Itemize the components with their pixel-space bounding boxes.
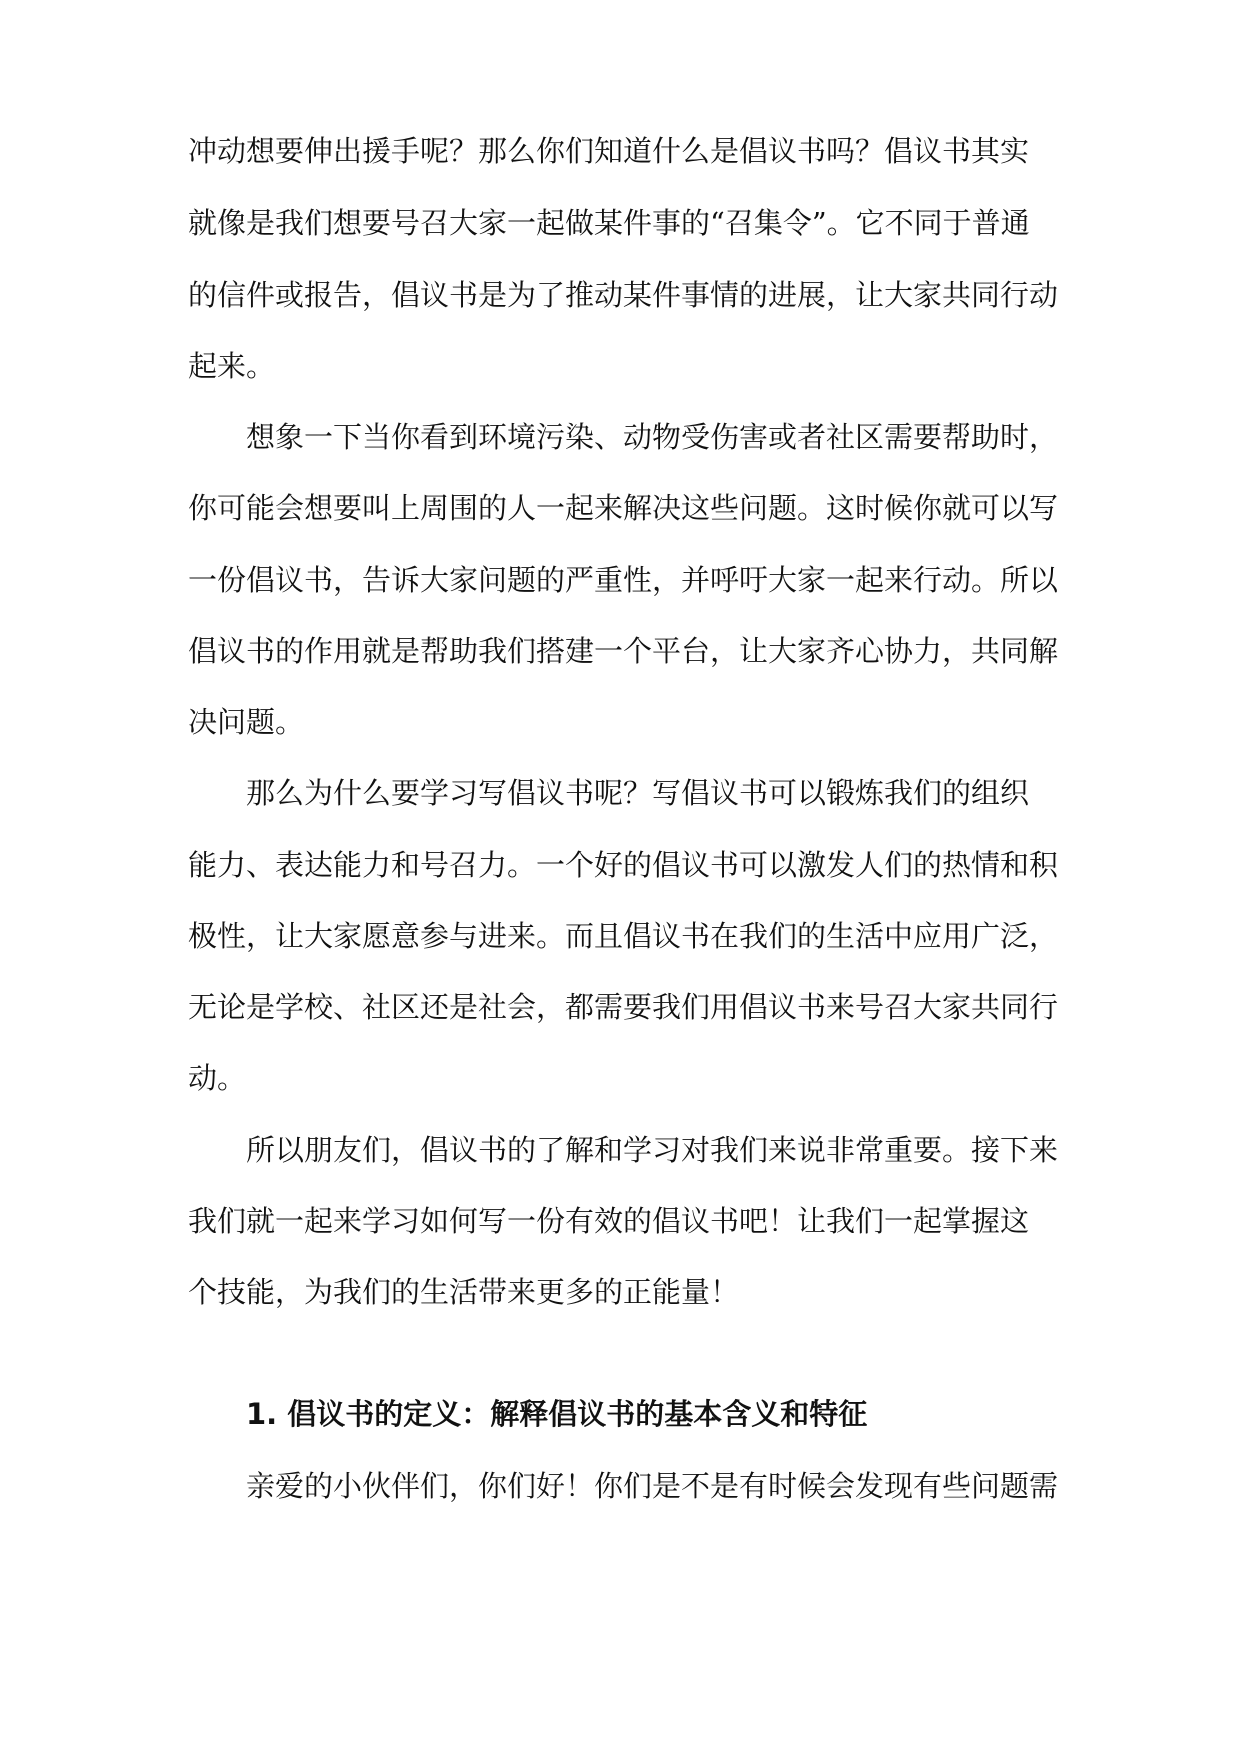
paragraph-line: 的信件或报告，倡议书是为了推动某件事情的进展，让大家共同行动 xyxy=(188,278,1059,312)
paragraph-line: 极性，让大家愿意参与进来。而且倡议书在我们的生活中应用广泛， xyxy=(188,919,1059,953)
paragraph-line: 无论是学校、社区还是社会，都需要我们用倡议书来号召大家共同行 xyxy=(188,990,1059,1024)
paragraph-line: 起来。 xyxy=(188,349,276,383)
paragraph-line: 亲爱的小伙伴们，你们好！你们是不是有时候会发现有些问题需 xyxy=(246,1469,1059,1503)
paragraph-line: 个技能，为我们的生活带来更多的正能量！ xyxy=(188,1275,740,1309)
paragraph-line: 一份倡议书，告诉大家问题的严重性，并呼吁大家一起来行动。所以 xyxy=(188,563,1059,597)
paragraph-line: 就像是我们想要号召大家一起做某件事的“召集令”。它不同于普通 xyxy=(188,206,1030,240)
paragraph-line: 那么为什么要学习写倡议书呢？写倡议书可以锻炼我们的组织 xyxy=(246,776,1030,810)
section-heading: 1. 倡议书的定义：解释倡议书的基本含义和特征 xyxy=(246,1397,868,1431)
paragraph-line: 所以朋友们，倡议书的了解和学习对我们来说非常重要。接下来 xyxy=(246,1133,1059,1167)
paragraph-line: 动。 xyxy=(188,1061,247,1095)
paragraph-line: 倡议书的作用就是帮助我们搭建一个平台，让大家齐心协力，共同解 xyxy=(188,634,1059,668)
paragraph-line: 你可能会想要叫上周围的人一起来解决这些问题。这时候你就可以写 xyxy=(188,491,1059,525)
paragraph-line: 冲动想要伸出援手呢？那么你们知道什么是倡议书吗？倡议书其实 xyxy=(188,134,1030,168)
paragraph-line: 决问题。 xyxy=(188,705,305,739)
paragraph-line: 想象一下当你看到环境污染、动物受伤害或者社区需要帮助时， xyxy=(246,420,1059,454)
paragraph-line: 能力、表达能力和号召力。一个好的倡议书可以激发人们的热情和积 xyxy=(188,848,1059,882)
paragraph-line: 我们就一起来学习如何写一份有效的倡议书吧！让我们一起掌握这 xyxy=(188,1204,1030,1238)
